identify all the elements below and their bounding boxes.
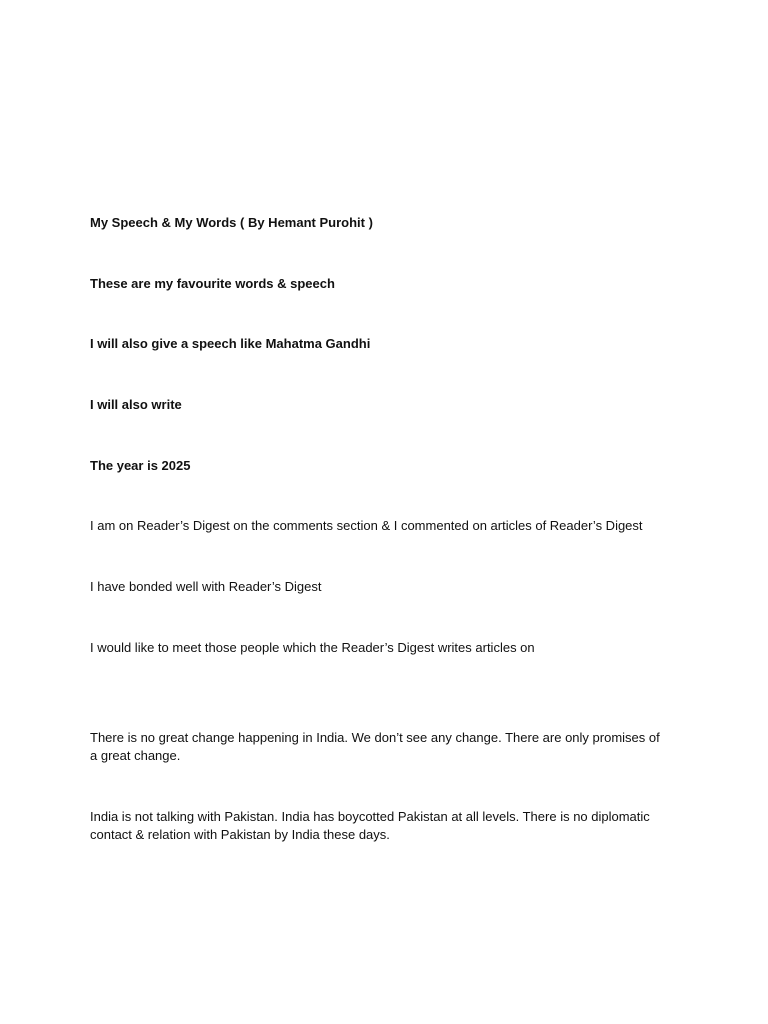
paragraph: I would like to meet those people which the Reader’s Digest writes articles on: [90, 640, 535, 655]
bold-line: I will also write: [90, 397, 182, 412]
document-title: My Speech & My Words ( By Hemant Purohit ): [90, 215, 373, 230]
bold-line: The year is 2025: [90, 458, 191, 473]
paragraph: There is no great change happening in India. We don’t see any change. There are only promises of a great change.: [90, 730, 660, 763]
paragraph: I am on Reader’s Digest on the comments section & I commented on articles of Reader’s Digest: [90, 518, 643, 533]
paragraph: India is not talking with Pakistan. India has boycotted Pakistan at all levels. There is no diplomatic contact & relation with Pakistan by India these days.: [90, 809, 650, 842]
paragraph: I have bonded well with Reader’s Digest: [90, 579, 322, 594]
bold-line: These are my favourite words & speech: [90, 276, 335, 291]
bold-line: I will also give a speech like Mahatma Gandhi: [90, 336, 371, 351]
